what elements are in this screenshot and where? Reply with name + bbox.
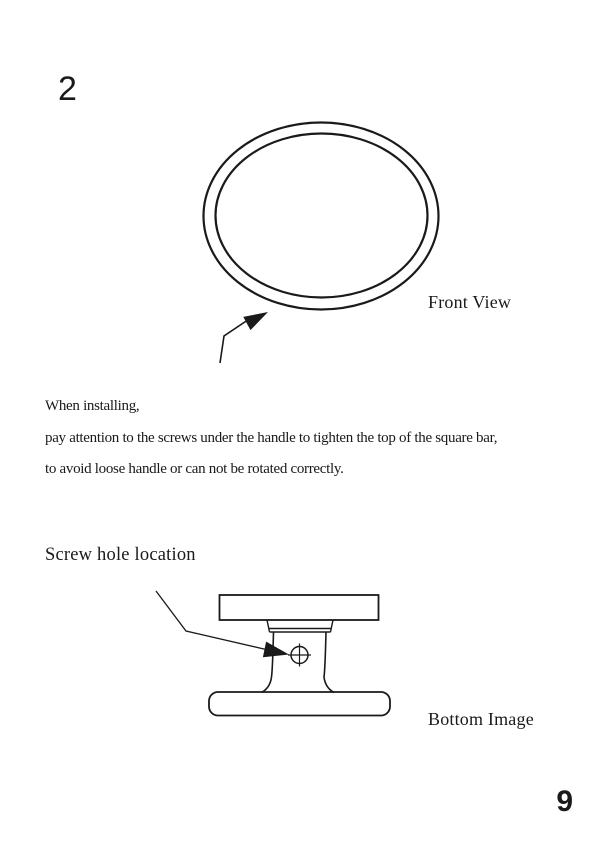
instruction-line-1: When installing, xyxy=(45,398,140,414)
screw-hole-location-label: Screw hole location xyxy=(45,545,196,565)
leader-arrow-head xyxy=(263,642,289,658)
handle-bar-rect xyxy=(220,595,379,620)
front-view-caption: Front View xyxy=(428,292,512,312)
instruction-line-2: pay attention to the screws under the handle to tighten the top of the square bar, xyxy=(45,429,498,446)
bottom-image-caption: Bottom Image xyxy=(428,709,534,729)
step-number: 2 xyxy=(58,70,78,108)
knob-front-outline-icon xyxy=(204,123,439,310)
knob-inner-ellipse xyxy=(216,134,428,298)
knob-bottom-drawing-icon xyxy=(209,595,390,716)
front-arrow-head xyxy=(243,312,268,330)
base-plate-rect xyxy=(209,692,390,716)
knob-outer-ellipse xyxy=(204,123,439,310)
front-arrow-line xyxy=(220,321,247,364)
stem-left-line xyxy=(262,632,274,693)
instruction-line-3: to avoid loose handle or can not be rotated correctly. xyxy=(45,461,344,477)
screw-leader-arrow-icon xyxy=(156,591,289,657)
collar-lines xyxy=(267,620,333,632)
screw-symbol-icon xyxy=(288,644,311,667)
page-number: 9 xyxy=(556,785,573,818)
front-view-pointer-arrow-icon xyxy=(220,312,268,363)
screw-cross xyxy=(288,644,311,667)
stem-right-line xyxy=(324,632,334,693)
instruction-paragraph xyxy=(45,391,585,486)
